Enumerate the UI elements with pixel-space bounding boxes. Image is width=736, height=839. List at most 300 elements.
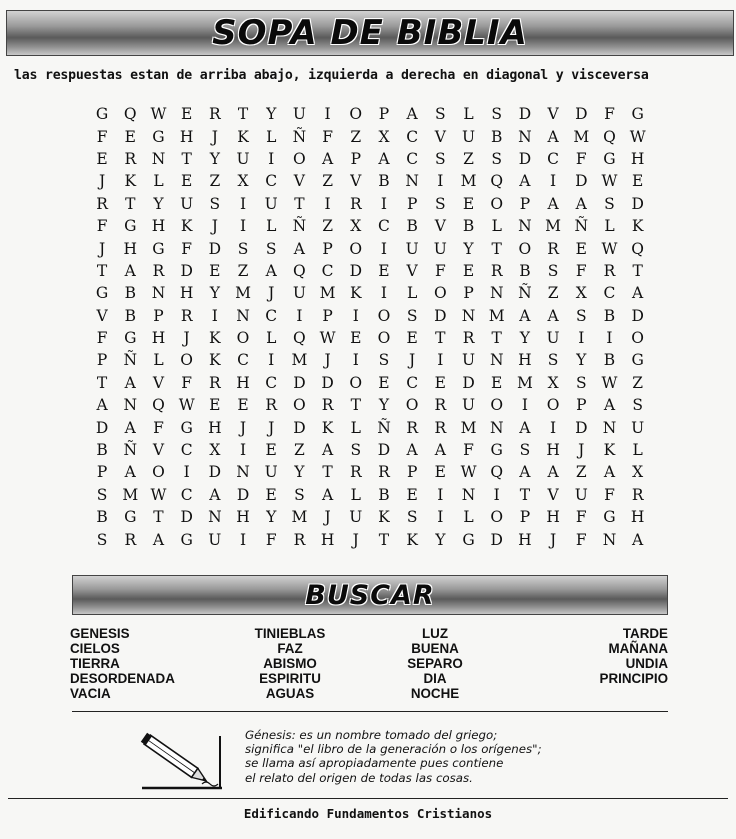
grid-letter: Y: [294, 463, 305, 482]
grid-letter: A: [378, 149, 390, 168]
grid-letter: V: [406, 261, 418, 280]
grid-letter: W: [150, 485, 167, 504]
grid-letter: L: [632, 441, 643, 460]
grid-letter: I: [437, 351, 444, 370]
grid-letter: R: [434, 396, 447, 415]
grid-letter: R: [180, 306, 193, 325]
grid-letter: D: [293, 373, 306, 392]
grid-letter: J: [98, 239, 106, 258]
grid-letter: T: [181, 149, 192, 168]
grid-letter: W: [319, 329, 336, 348]
grid-letter: A: [632, 530, 644, 549]
grid-letter: E: [575, 239, 587, 258]
grid-letter: D: [631, 194, 644, 213]
grid-letter: E: [462, 261, 475, 280]
grid-letter: O: [293, 396, 306, 415]
grid-letter: B: [124, 306, 136, 325]
grid-letter: A: [406, 441, 418, 460]
grid-letter: R: [631, 485, 644, 504]
grid-letter: A: [519, 463, 531, 482]
grid-letter: O: [349, 239, 363, 258]
grid-letter: I: [352, 351, 359, 370]
grid-letter: U: [461, 351, 476, 370]
grid-letter: D: [208, 463, 222, 482]
grid-letter: Q: [293, 261, 306, 280]
grid-letter: G: [95, 105, 109, 124]
grid-letter: Ñ: [518, 284, 532, 303]
grid-letter: K: [209, 329, 221, 348]
grid-letter: B: [124, 284, 136, 303]
grid-letter: C: [406, 373, 419, 392]
grid-letter: J: [268, 284, 275, 303]
grid-letter: G: [631, 105, 644, 124]
grid-letter: O: [546, 396, 560, 415]
grid-letter: X: [632, 463, 644, 482]
word-item: FAZ: [277, 641, 303, 656]
grid-letter: B: [603, 351, 616, 370]
grid-letter: S: [378, 351, 390, 370]
grid-letter: M: [291, 351, 308, 370]
grid-letter: M: [122, 485, 139, 504]
grid-letter: L: [266, 329, 277, 348]
grid-letter: D: [631, 306, 644, 325]
grid-letter: A: [209, 485, 221, 504]
grid-letter: E: [406, 485, 418, 504]
grid-letter: C: [180, 441, 193, 460]
grid-letter: F: [96, 329, 108, 348]
grid-letter: F: [604, 105, 615, 124]
word-item: LUZ: [421, 626, 449, 641]
grid-letter: N: [123, 396, 138, 415]
grid-letter: I: [239, 217, 247, 236]
grid-letter: C: [547, 149, 560, 168]
grid-letter: U: [461, 127, 476, 146]
grid-letter: V: [434, 217, 446, 236]
grid-letter: F: [463, 441, 474, 460]
grid-letter: R: [349, 194, 362, 213]
grid-letter: M: [291, 508, 308, 527]
grid-letter: T: [322, 463, 333, 482]
instructions: las respuestas estan de arriba abajo, izquierda a derecha en diagonal y visceversa: [14, 68, 649, 83]
grid-letter: H: [630, 508, 645, 527]
grid-letter: R: [96, 194, 108, 213]
grid-letter: G: [95, 284, 109, 303]
grid-letter: O: [490, 194, 504, 213]
grid-letter: I: [239, 194, 247, 213]
grid-letter: R: [265, 396, 278, 415]
grid-letter: X: [209, 441, 221, 460]
grid-letter: T: [153, 508, 164, 527]
grid-letter: Z: [547, 284, 559, 303]
grid-letter: Q: [631, 239, 645, 258]
grid-letter: F: [322, 127, 333, 146]
grid-letter: G: [603, 508, 616, 527]
grid-letter: N: [489, 284, 504, 303]
grid-letter: L: [350, 485, 361, 504]
grid-letter: E: [631, 172, 644, 191]
grid-letter: H: [236, 508, 250, 527]
grid-letter: I: [324, 105, 331, 124]
grid-letter: I: [268, 351, 275, 370]
word-item: PRINCIPIO: [599, 671, 668, 686]
word-list-column-4: [578, 626, 668, 686]
grid-letter: Y: [378, 396, 390, 415]
grid-letter: Q: [152, 396, 165, 415]
grid-letter: Ñ: [377, 418, 391, 437]
grid-letter: I: [380, 194, 388, 213]
grid-letter: Ñ: [123, 441, 138, 460]
grid-letter: U: [631, 418, 645, 437]
grid-letter: R: [321, 396, 334, 415]
grid-letter: A: [321, 485, 334, 504]
grid-letter: I: [437, 508, 444, 527]
grid-letter: I: [324, 194, 331, 213]
grid-letter: S: [209, 194, 221, 213]
grid-letter: M: [545, 217, 562, 236]
grid-letter: S: [435, 194, 446, 213]
grid-letter: T: [378, 530, 390, 549]
grid-letter: U: [180, 194, 194, 213]
word-list-column-3: [395, 626, 475, 701]
grid-letter: O: [236, 329, 250, 348]
grid-letter: E: [434, 463, 446, 482]
grid-letter: S: [96, 530, 108, 549]
grid-letter: V: [152, 441, 165, 460]
grid-letter: J: [268, 418, 275, 437]
grid-letter: C: [180, 485, 193, 504]
genesis-note: [245, 728, 675, 785]
grid-letter: P: [406, 463, 418, 482]
grid-letter: I: [296, 306, 303, 325]
grid-letter: A: [519, 418, 531, 437]
grid-letter: F: [604, 485, 615, 504]
grid-letter: N: [236, 463, 250, 482]
grid-letter: P: [463, 284, 474, 303]
footer: Edificando Fundamentos Cristianos: [243, 806, 493, 821]
grid-letter: O: [405, 396, 419, 415]
grid-letter: J: [239, 418, 247, 437]
grid-letter: J: [211, 127, 218, 146]
grid-letter: P: [350, 149, 361, 168]
grid-letter: L: [407, 284, 418, 303]
grid-letter: W: [601, 373, 618, 392]
grid-letter: S: [491, 149, 503, 168]
grid-letter: A: [124, 463, 136, 482]
note-line: el relato del origen de todas las cosas.: [245, 770, 473, 785]
grid-letter: L: [266, 217, 277, 236]
grid-letter: U: [292, 105, 306, 124]
grid-letter: Q: [293, 329, 306, 348]
grid-letter: A: [265, 261, 277, 280]
grid-letter: R: [378, 463, 390, 482]
buscar-banner: [72, 575, 668, 615]
grid-letter: C: [378, 217, 390, 236]
grid-letter: G: [631, 351, 644, 370]
grid-letter: M: [319, 284, 336, 303]
grid-letter: C: [265, 172, 278, 191]
grid-letter: R: [209, 105, 221, 124]
grid-letter: P: [406, 194, 418, 213]
grid-letter: K: [349, 284, 362, 303]
grid-letter: M: [460, 172, 477, 191]
grid-letter: K: [603, 441, 616, 460]
grid-letter: R: [462, 329, 475, 348]
grid-letter: E: [378, 373, 390, 392]
grid-letter: S: [406, 508, 418, 527]
grid-letter: D: [349, 261, 362, 280]
grid-letter: O: [377, 306, 391, 325]
grid-letter: K: [124, 172, 137, 191]
grid-letter: I: [550, 172, 557, 191]
grid-letter: A: [406, 105, 418, 124]
grid-letter: B: [603, 306, 616, 325]
grid-letter: V: [96, 306, 108, 325]
grid-letter: M: [573, 127, 590, 146]
grid-letter: W: [460, 463, 477, 482]
grid-letter: S: [575, 373, 587, 392]
grid-letter: M: [235, 284, 251, 303]
grid-letter: I: [380, 239, 388, 258]
grid-letter: D: [462, 373, 475, 392]
word-item: TARDE: [622, 626, 668, 641]
divider: [72, 711, 668, 712]
grid-letter: W: [150, 105, 167, 124]
grid-letter: X: [547, 373, 559, 392]
grid-letter: H: [208, 418, 222, 437]
grid-letter: G: [124, 508, 137, 527]
grid-letter: X: [237, 172, 249, 191]
grid-letter: K: [378, 508, 390, 527]
grid-letter: D: [575, 172, 588, 191]
grid-letter: V: [152, 373, 165, 392]
word-item: MAÑANA: [608, 641, 668, 656]
grid-letter: O: [349, 105, 363, 124]
grid-letter: E: [350, 329, 362, 348]
grid-letter: Y: [435, 530, 446, 549]
grid-letter: B: [378, 485, 390, 504]
word-item: UNDIA: [625, 656, 668, 671]
note-line: Génesis: es un nombre tomado del griego;: [245, 728, 498, 742]
grid-letter: A: [124, 261, 136, 280]
grid-letter: T: [294, 194, 305, 213]
grid-letter: G: [490, 441, 503, 460]
grid-letter: P: [519, 194, 531, 213]
grid-letter: O: [631, 329, 645, 348]
grid-letter: P: [322, 306, 333, 325]
grid-letter: R: [349, 463, 362, 482]
grid-letter: X: [575, 284, 587, 303]
grid-letter: E: [124, 127, 136, 146]
grid-letter: Z: [237, 261, 249, 280]
grid-letter: N: [405, 172, 419, 191]
grid-letter: E: [209, 396, 221, 415]
grid-letter: Z: [463, 149, 474, 168]
grid-letter: W: [601, 239, 618, 258]
title-banner: [6, 10, 734, 56]
word-item: TINIEBLAS: [254, 626, 326, 641]
grid-letter: I: [493, 485, 500, 504]
grid-letter: B: [462, 217, 475, 236]
grid-letter: P: [153, 306, 164, 325]
grid-letter: T: [237, 105, 249, 124]
grid-letter: Y: [576, 351, 587, 370]
grid-letter: T: [491, 239, 502, 258]
grid-letter: D: [518, 149, 532, 168]
grid-letter: I: [211, 306, 218, 325]
grid-letter: P: [96, 351, 108, 370]
grid-letter: A: [434, 441, 446, 460]
grid-letter: R: [124, 530, 137, 549]
grid-letter: S: [406, 306, 418, 325]
grid-letter: A: [632, 284, 644, 303]
grid-letter: A: [519, 172, 531, 191]
grid-letter: H: [546, 441, 560, 460]
grid-letter: O: [180, 351, 194, 370]
word-item: SEPARO: [407, 656, 463, 671]
grid-letter: S: [96, 485, 108, 504]
grid-letter: V: [350, 172, 362, 191]
grid-letter: N: [489, 418, 504, 437]
grid-letter: G: [603, 149, 616, 168]
grid-letter: I: [183, 463, 190, 482]
grid-letter: B: [406, 217, 418, 236]
grid-letter: A: [124, 373, 136, 392]
grid-letter: U: [461, 396, 476, 415]
grid-letter: Y: [153, 194, 164, 213]
grid-letter: R: [547, 239, 559, 258]
grid-letter: Y: [266, 508, 277, 527]
grid-letter: L: [266, 127, 277, 146]
grid-letter: O: [349, 373, 363, 392]
word-item: BUENA: [411, 641, 459, 656]
grid-letter: N: [602, 530, 617, 549]
grid-letter: G: [180, 418, 193, 437]
grid-letter: L: [463, 508, 474, 527]
word-item: GENESIS: [70, 626, 130, 641]
grid-letter: E: [265, 441, 277, 460]
grid-letter: H: [236, 373, 250, 392]
grid-letter: F: [181, 373, 193, 392]
grid-letter: I: [437, 485, 444, 504]
grid-letter: R: [434, 418, 447, 437]
grid-letter: B: [491, 127, 503, 146]
grid-letter: E: [462, 194, 475, 213]
grid-letter: U: [264, 194, 278, 213]
grid-letter: F: [96, 127, 108, 146]
grid-letter: Z: [322, 172, 333, 191]
grid-letter: F: [575, 530, 587, 549]
grid-letter: A: [603, 463, 616, 482]
grid-letter: A: [603, 396, 616, 415]
grid-letter: O: [152, 463, 165, 482]
grid-letter: S: [350, 441, 362, 460]
grid-letter: A: [547, 194, 559, 213]
grid-letter: N: [461, 306, 476, 325]
grid-letter: T: [96, 373, 108, 392]
grid-letter: Z: [350, 127, 362, 146]
grid-letter: H: [320, 530, 335, 549]
word-item: TIERRA: [70, 656, 120, 671]
grid-letter: D: [293, 418, 306, 437]
grid-letter: C: [265, 373, 278, 392]
grid-letter: I: [380, 284, 388, 303]
grid-letter: N: [461, 485, 476, 504]
grid-letter: D: [236, 485, 250, 504]
grid-letter: S: [632, 396, 643, 415]
grid-letter: F: [153, 418, 164, 437]
grid-letter: S: [547, 261, 559, 280]
grid-letter: I: [268, 149, 275, 168]
grid-letter: A: [547, 127, 559, 146]
grid-letter: F: [434, 261, 446, 280]
word-list-column-2: [250, 626, 330, 701]
grid-letter: T: [435, 329, 446, 348]
grid-letter: F: [181, 239, 193, 258]
grid-letter: P: [519, 508, 531, 527]
grid-letter: E: [434, 373, 446, 392]
grid-letter: D: [180, 261, 193, 280]
grid-letter: E: [237, 396, 249, 415]
grid-letter: U: [349, 508, 363, 527]
grid-letter: N: [518, 217, 532, 236]
grid-letter: J: [549, 530, 557, 549]
grid-letter: F: [575, 149, 587, 168]
grid-letter: D: [518, 105, 532, 124]
grid-letter: R: [293, 530, 306, 549]
grid-letter: S: [265, 239, 277, 258]
grid-letter: Q: [490, 463, 504, 482]
grid-letter: R: [152, 261, 165, 280]
grid-letter: Z: [632, 373, 644, 392]
grid-letter: V: [547, 105, 559, 124]
grid-letter: F: [265, 530, 277, 549]
grid-letter: X: [378, 127, 390, 146]
grid-letter: P: [576, 396, 587, 415]
word-item: AGUAS: [265, 686, 315, 701]
grid-letter: A: [152, 530, 165, 549]
grid-letter: J: [183, 329, 190, 348]
grid-letter: T: [491, 329, 502, 348]
grid-letter: I: [578, 329, 585, 348]
grid-letter: N: [151, 284, 166, 303]
grid-letter: G: [180, 530, 193, 549]
grid-letter: U: [405, 239, 419, 258]
grid-letter: W: [629, 127, 646, 146]
grid-letter: A: [547, 463, 559, 482]
grid-letter: N: [518, 127, 532, 146]
grid-letter: C: [406, 149, 419, 168]
grid-letter: D: [208, 239, 222, 258]
grid-letter: F: [575, 508, 587, 527]
word-item: ABISMO: [263, 656, 317, 671]
grid-letter: A: [321, 441, 334, 460]
word-item: VACIA: [70, 686, 111, 701]
grid-letter: Z: [294, 441, 305, 460]
grid-letter: Ñ: [123, 351, 138, 370]
pencil-writing-icon: [132, 732, 228, 792]
grid-letter: E: [265, 485, 277, 504]
grid-letter: E: [180, 105, 193, 124]
note-line: significa "el libro de la generación o los orígenes";: [245, 742, 542, 757]
grid-letter: V: [434, 127, 446, 146]
grid-letter: T: [350, 396, 361, 415]
grid-letter: J: [324, 508, 331, 527]
grid-letter: K: [209, 351, 221, 370]
grid-letter: P: [322, 239, 333, 258]
word-search-grid: [88, 103, 652, 551]
grid-letter: S: [575, 306, 587, 325]
grid-letter: X: [350, 217, 362, 236]
